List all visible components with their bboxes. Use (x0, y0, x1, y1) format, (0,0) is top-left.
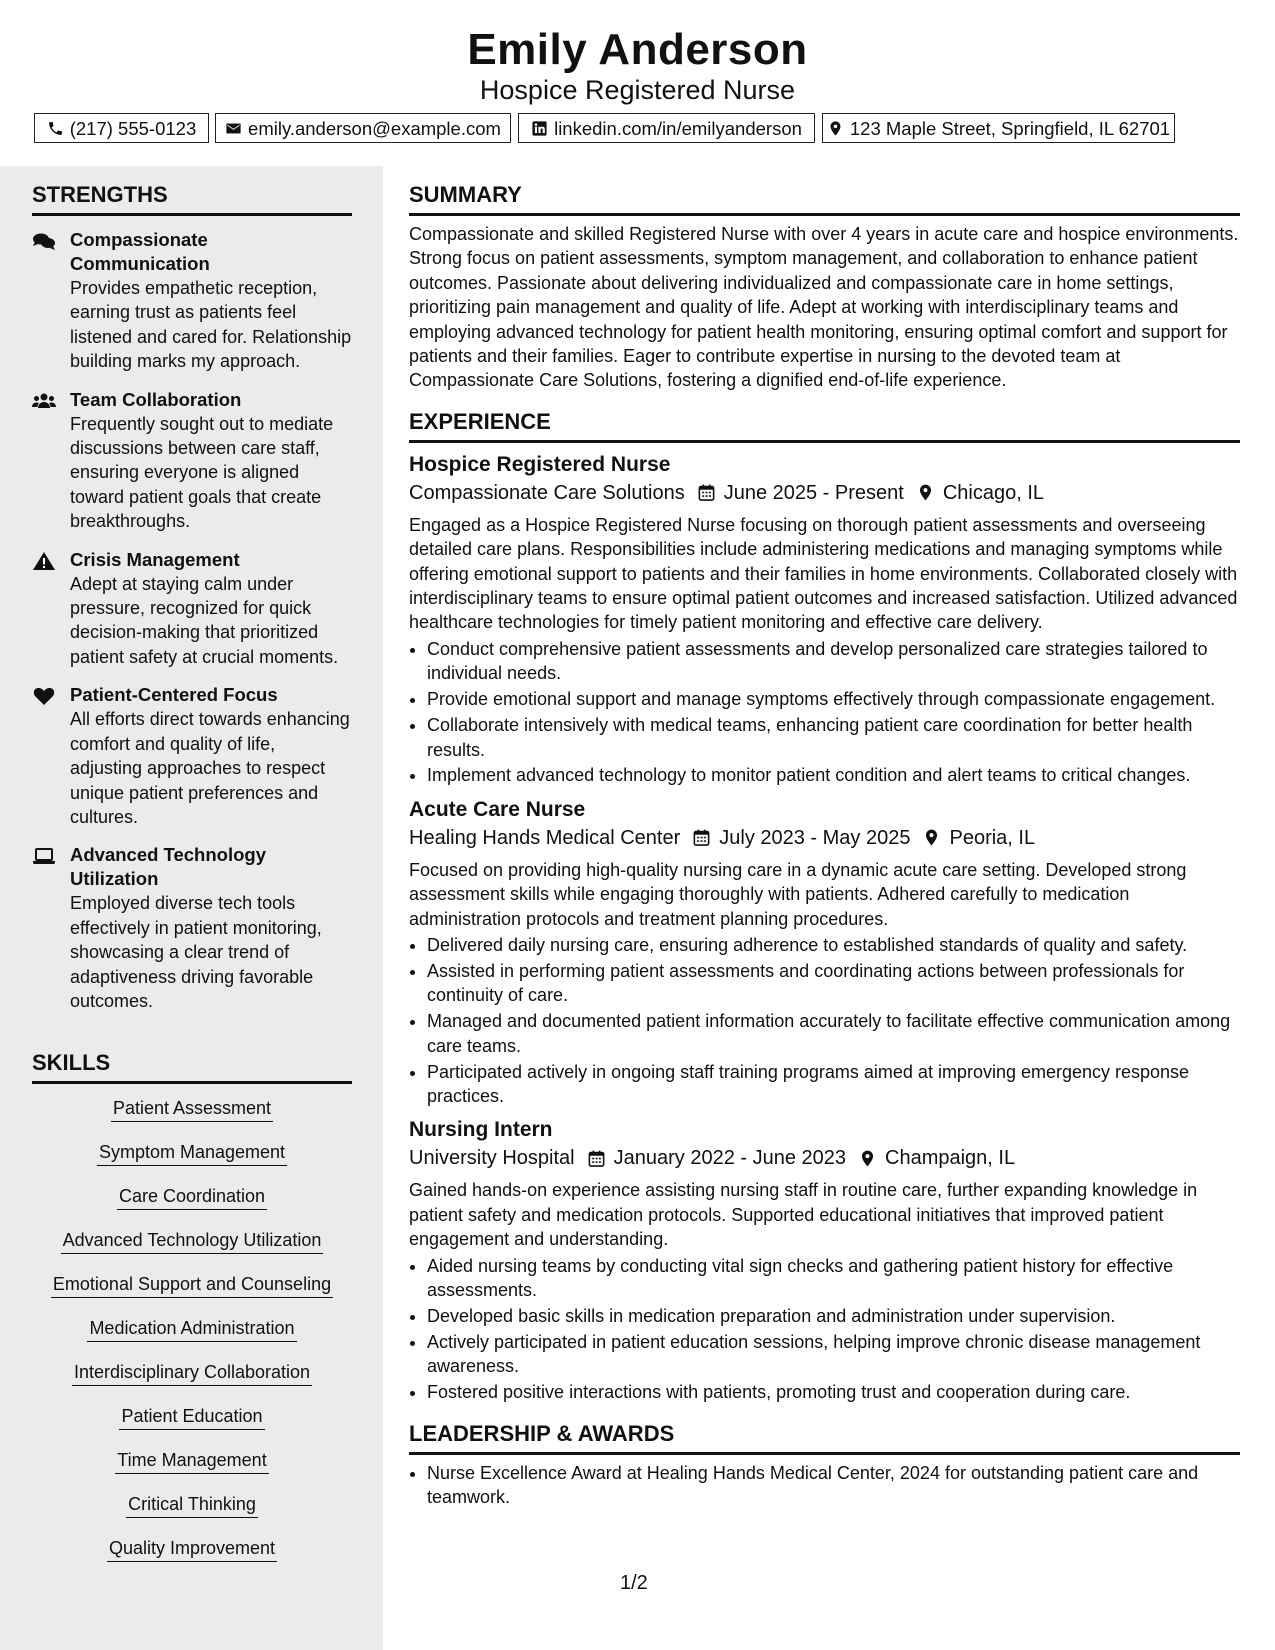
linkedin-text: linkedin.com/in/emilyanderson (554, 117, 802, 139)
map-marker-icon (827, 120, 844, 137)
strength-title: Crisis Management (70, 548, 240, 570)
job-bullet: • Provide emotional support and manage symptoms effectively through compassionate engagement. (427, 687, 1240, 711)
candidate-role: Hospice Registered Nurse (479, 75, 796, 105)
job-description: Gained hands-on experience assisting nursing staff in routine care, further expanding knowledge in patient safety and medication protocols. Supported educational initiatives that improved patient engagement and understanding. (409, 1180, 1198, 1250)
strength-description: Frequently sought out to mediate discussions between care staff, ensuring everyone is aligned toward patient goals that create breakthroughs. (70, 413, 334, 532)
job-bullet: • Aided nursing teams by conducting vital sign checks and gathering patient history for effective assessments. (427, 1254, 1240, 1303)
strength-title: Compassionate Communication (70, 229, 210, 274)
skill-tag: Time Management (115, 1448, 268, 1474)
job-bullets (409, 933, 1240, 1108)
experience-heading: EXPERIENCE (409, 407, 1240, 443)
email-text: emily.anderson@example.com (248, 117, 501, 139)
calendar-icon (697, 483, 716, 502)
job-bullet: • Collaborate intensively with medical teams, enhancing patient care coordination for better health results. (427, 713, 1240, 762)
strength-item (32, 683, 352, 829)
awards-list (409, 1461, 1240, 1510)
job-location: Champaign, IL (885, 1147, 1016, 1170)
job-dates: July 2023 - May 2025 (719, 826, 911, 849)
contact-bar (34, 113, 1234, 145)
job-title: Hospice Registered Nurse (409, 452, 671, 476)
skill-tag: Advanced Technology Utilization (61, 1228, 324, 1254)
strength-title: Patient-Centered Focus (70, 684, 278, 706)
skill-tag: Care Coordination (117, 1184, 267, 1210)
strengths-heading: STRENGTHS (32, 180, 352, 216)
skill-tag: Symptom Management (97, 1140, 287, 1166)
skill-tag: Medication Administration (87, 1316, 296, 1342)
job-bullet: • Managed and documented patient information accurately to facilitate effective communication among care teams. (427, 1009, 1240, 1058)
job-location: Chicago, IL (942, 481, 1044, 504)
strength-title: Advanced Technology Utilization (70, 844, 266, 890)
strength-item (32, 843, 352, 1013)
strengths-section (32, 180, 352, 1013)
laptop-icon (32, 846, 56, 866)
contact-email[interactable] (215, 113, 511, 143)
job-bullet: • Participated actively in ongoing staff training programs aimed at improving emergency response practices. (427, 1060, 1240, 1109)
map-marker-icon (922, 828, 941, 847)
job-meta (409, 824, 1240, 852)
contact-address (822, 113, 1175, 143)
job-meta (409, 479, 1240, 507)
job-bullets (409, 1254, 1240, 1405)
map-marker-icon (916, 483, 935, 502)
job-bullet: • Actively participated in patient education sessions, helping improve chronic disease management awareness. (427, 1330, 1240, 1379)
strength-item (32, 548, 352, 670)
sidebar (0, 166, 383, 1650)
skill-tag: Emotional Support and Counseling (51, 1272, 333, 1298)
strength-description: Employed diverse tech tools effectively in patient monitoring, showcasing a clear trend of adaptiveness driving favorable outcomes. (70, 893, 322, 1011)
job-title: Acute Care Nurse (409, 797, 586, 821)
job-bullet: • Developed basic skills in medication preparation and administration under supervision. (427, 1304, 1240, 1328)
comments-icon (32, 231, 56, 251)
summary-text: Compassionate and skilled Registered Nurse with over 4 years in acute care and hospice environments. Strong focus on patient assessments, symptom management, and collaboration to enhance patient outcomes. Passionate about delivering individualized and compassionate care in home settings, prioritizing pain management and quality of life. Adept at working with interdisciplinary teams and employing advanced technology for patient health monitoring, ensuring optimal comfort and support for patients and their families. Eager to contribute expertise in nursing to the devoted team at Compassionate Care Solutions, fostering a dignified end-of-life experience. (409, 224, 1239, 391)
skills-list (32, 1096, 352, 1580)
skills-section (32, 1048, 352, 1580)
calendar-icon (587, 1149, 606, 1168)
job-bullet: • Fostered positive interactions with patients, promoting trust and cooperation during care. (427, 1380, 1240, 1404)
users-icon (32, 391, 56, 411)
job-entry (409, 796, 1240, 1109)
job-bullet: • Conduct comprehensive patient assessments and develop personalized care strategies tailored to individual needs. (427, 637, 1240, 686)
job-description: Engaged as a Hospice Registered Nurse focusing on thorough patient assessments and overseeing detailed care plans. Responsibilities include administering medications and managing symptoms while offering emotional support to patients and their families in home environments. Collaborated closely with interdisciplinary teams to ensure optimal patient outcomes and increased satisfaction. Utilized advanced healthcare technologies for timely patient monitoring and effective care delivery. (409, 514, 1238, 633)
job-company: University Hospital (409, 1147, 575, 1170)
awards-heading: LEADERSHIP & AWARDS (409, 1419, 1240, 1455)
phone-icon (47, 120, 64, 137)
award-item: • Nurse Excellence Award at Healing Hands Medical Center, 2024 for outstanding patient care and teamwork. (427, 1461, 1240, 1510)
job-dates: June 2025 - Present (723, 481, 904, 504)
skill-tag: Interdisciplinary Collaboration (72, 1360, 312, 1386)
job-entry (409, 1116, 1240, 1404)
resume-header (0, 0, 1275, 166)
strength-description: All efforts direct towards enhancing comfort and quality of life, adjusting approaches to respect unique patient preferences and cultures. (70, 709, 350, 827)
envelope-icon (225, 120, 242, 137)
job-company: Compassionate Care Solutions (409, 481, 685, 504)
skill-tag: Patient Education (119, 1404, 264, 1430)
summary-heading: SUMMARY (409, 180, 1240, 216)
contact-phone[interactable] (34, 113, 209, 143)
strength-item (32, 388, 352, 534)
skill-tag: Patient Assessment (111, 1096, 273, 1122)
heart-icon (32, 686, 56, 706)
job-meta (409, 1144, 1240, 1172)
job-entry (409, 451, 1240, 788)
candidate-name: Emily Anderson (467, 25, 808, 74)
strength-title: Team Collaboration (70, 388, 242, 410)
strength-item (32, 228, 352, 374)
job-dates: January 2022 - June 2023 (613, 1147, 847, 1170)
job-bullet: • Assisted in performing patient assessments and coordinating actions between professionals for continuity of care. (427, 959, 1240, 1008)
skills-heading: SKILLS (32, 1048, 352, 1084)
job-bullets (409, 637, 1240, 788)
linkedin-icon (531, 120, 548, 137)
job-title: Nursing Intern (409, 1118, 553, 1142)
contact-linkedin[interactable] (518, 113, 815, 143)
address-text: 123 Maple Street, Springfield, IL 62701 (849, 117, 1171, 139)
strength-description: Adept at staying calm under pressure, recognized for quick decision-making that prioritized patient safety at crucial moments. (70, 573, 339, 667)
strength-description: Provides empathetic reception, earning trust as patients feel listened and cared for. Relationship building marks my approach. (70, 278, 352, 372)
main-column (409, 166, 1240, 1511)
page-number: 1/2 (620, 1572, 648, 1594)
phone-text: (217) 555-0123 (69, 117, 197, 139)
calendar-icon (692, 828, 711, 847)
job-bullet: • Delivered daily nursing care, ensuring adherence to established standards of quality and safety. (427, 933, 1240, 957)
job-company: Healing Hands Medical Center (409, 826, 681, 849)
skill-tag: Critical Thinking (126, 1492, 258, 1518)
skill-tag: Quality Improvement (107, 1536, 277, 1562)
job-bullet: • Implement advanced technology to monitor patient condition and alert teams to critical changes. (427, 763, 1240, 787)
warning-icon (32, 551, 56, 571)
job-description: Focused on providing high-quality nursing care in a dynamic acute care setting. Developed strong assessment skills while engaging thoroughly with patients. Adhered carefully to medication administration protocols and treatment planning procedures. (409, 859, 1187, 929)
job-location: Peoria, IL (949, 826, 1036, 849)
map-marker-icon (858, 1149, 877, 1168)
